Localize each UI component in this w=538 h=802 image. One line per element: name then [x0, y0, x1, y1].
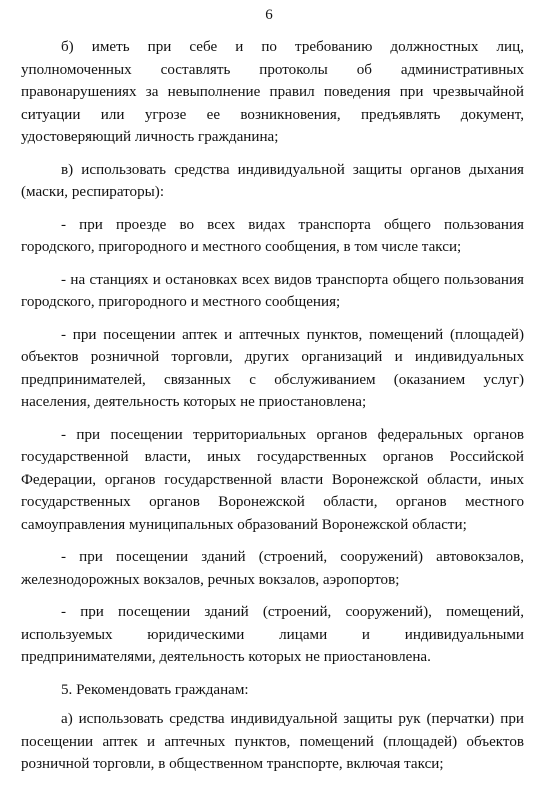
paragraph-v-respiratory-protection: в) использовать средства индивидуальной защиты органов дыхания (маски, респираторы): [21, 161, 524, 200]
list-item-pharmacies-retail: - при посещении аптек и аптечных пунктов, помещений (площадей) объектов розничной торговли, других организаций и индивидуальных предпринимателей, связанных с обслуживанием (оказанием услуг) населения, деятельность которых не приостановлена; [21, 326, 524, 410]
document-body [21, 36, 524, 786]
paragraph-b-document: б) иметь при себе и по требованию должностных лиц, уполномоченных составлять протоколы об административных правонарушениях за невыполнение правил поведения при чрезвычайной ситуации или угрозе ее возникновения, предъявлять документ, удостоверяющий личность гражданина; [21, 39, 524, 145]
list-item-business-premises: - при посещении зданий (строений, сооружений), помещений, используемых юридическими лицами и индивидуальными предпринимателями, деятельность которых не приостановлена. [21, 604, 524, 665]
list-item-stations-stops: - на станциях и остановках всех видов транспорта общего пользования городского, пригородного и местного сообщения; [21, 271, 524, 310]
list-item-public-transport: - при проезде во всех видах транспорта общего пользования городского, пригородного и местного сообщения, в том числе такси; [21, 216, 524, 255]
list-item-government-bodies: - при посещении территориальных органов федеральных органов государственной власти, иных государственных органов Российской Федерации, органов государственной власти Воронежской области, иных государственных органов Воронежской области, органов местного самоуправления муниципальных образований Воронежской области; [21, 426, 524, 533]
list-item-terminals: - при посещении зданий (строений, сооружений) автовокзалов, железнодорожных вокзалов, речных вокзалов, аэропортов; [21, 549, 524, 588]
page-number: 6 [265, 7, 273, 23]
paragraph-a-gloves: а) использовать средства индивидуальной защиты рук (перчатки) при посещении аптек и аптечных пунктов, помещений (площадей) объектов розничной торговли, в общественном транспорте, включая такси; [21, 711, 524, 772]
section-5-heading: 5. Рекомендовать гражданам: [61, 681, 249, 698]
